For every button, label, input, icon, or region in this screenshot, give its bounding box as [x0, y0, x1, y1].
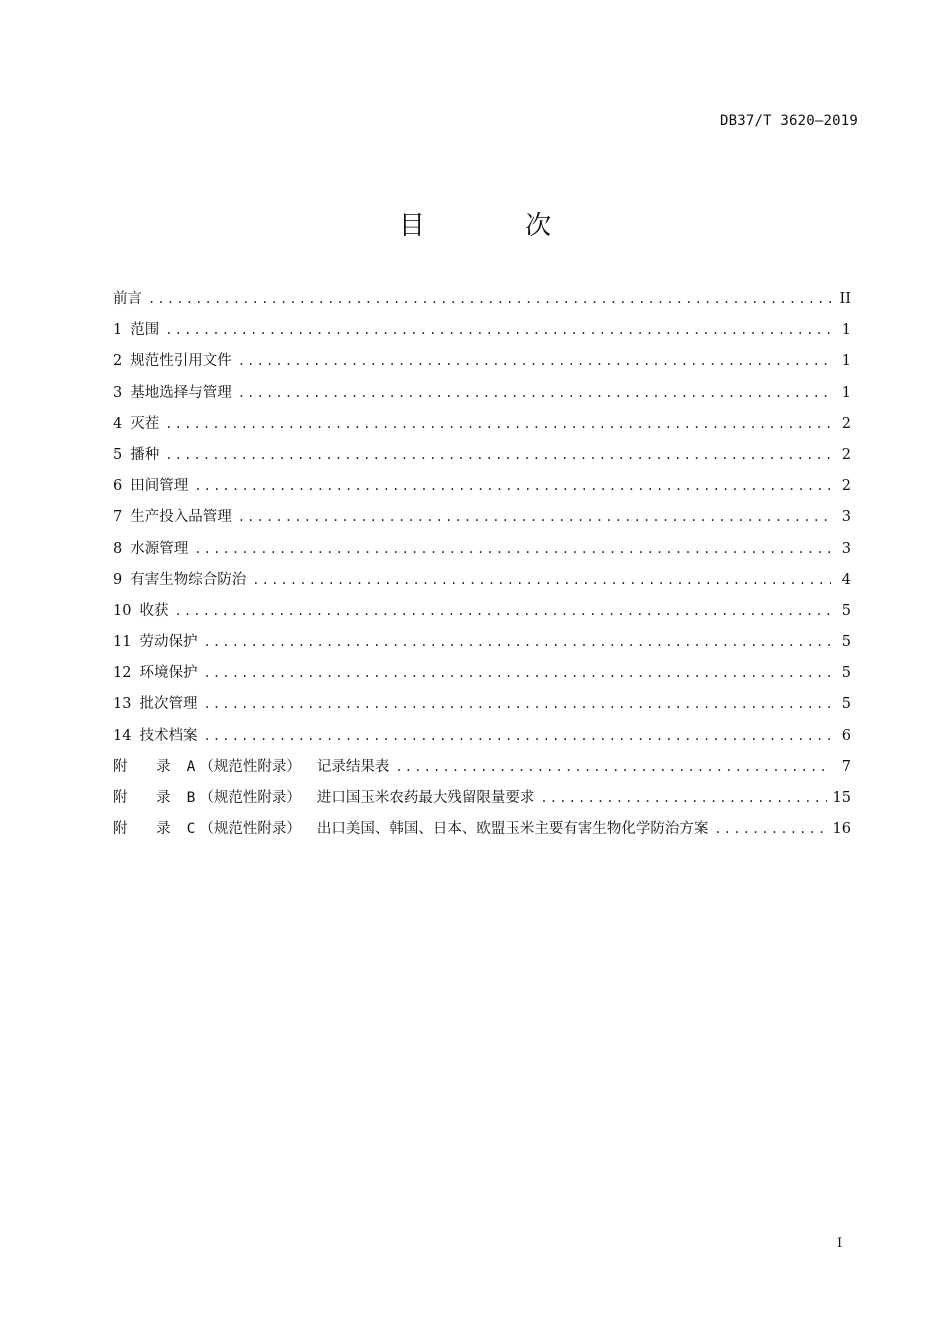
toc-entry-number: 14 [113, 727, 132, 744]
toc-entry-number: 1 [113, 322, 123, 339]
toc-entry-label: 生产投入品管理 [130, 509, 232, 526]
toc-leader-dots [238, 346, 831, 377]
toc-entry-10[interactable] [113, 596, 851, 627]
toc-leader-dots [395, 752, 831, 783]
annex-letter: A [186, 758, 196, 775]
toc-leader-dots [165, 315, 831, 346]
toc-entry-number: 12 [113, 665, 132, 682]
toc-annex-a[interactable] [113, 752, 851, 783]
toc-entry-page: 3 [841, 509, 851, 526]
toc-entry-label: 劳动保护 [139, 634, 198, 651]
page-number: I [837, 1236, 843, 1251]
annex-letter: B [186, 790, 196, 806]
toc-leader-dots [165, 409, 831, 440]
toc-entry-label: 灭茬 [130, 415, 160, 432]
toc-entry-number: 13 [113, 696, 132, 713]
toc-leader-dots [194, 534, 831, 565]
annex-prefix: 附 录 [113, 821, 183, 838]
toc-entry-14[interactable] [113, 721, 851, 752]
toc-entry-number: 6 [113, 478, 123, 495]
toc-entry-5[interactable] [113, 440, 851, 471]
toc-leader-dots [714, 814, 826, 845]
toc-entry-page: 5 [841, 665, 851, 682]
toc-annex-b[interactable] [113, 783, 851, 814]
toc-entry-7[interactable] [113, 502, 851, 533]
toc-entry-2[interactable] [113, 346, 851, 377]
toc-entry-foreword[interactable] [113, 284, 851, 315]
toc-entry-label: 记录结果表 [316, 758, 390, 775]
toc-entry-3[interactable] [113, 378, 851, 409]
toc-entry-6[interactable] [113, 471, 851, 502]
toc-entry-label: 批次管理 [139, 696, 198, 713]
toc-entry-number: 9 [113, 571, 123, 588]
toc-leader-dots [203, 721, 831, 752]
annex-type: （规范性附录） [199, 758, 301, 775]
toc-entry-page: 2 [841, 446, 851, 463]
toc-entry-number: 11 [113, 634, 132, 651]
toc-leader-dots [238, 502, 831, 533]
toc-entry-label: 技术档案 [139, 727, 198, 744]
toc-leader-dots [238, 378, 831, 409]
toc-entry-number: 7 [113, 509, 123, 526]
toc-entry-label: 有害生物综合防治 [130, 571, 247, 588]
toc-entry-page: 6 [841, 727, 851, 744]
toc-entry-number: 8 [113, 540, 123, 557]
annex-type: （规范性附录） [199, 821, 301, 838]
toc-entry-label: 规范性引用文件 [130, 353, 232, 370]
toc-leader-dots [203, 658, 831, 689]
toc-entry-13[interactable] [113, 689, 851, 720]
toc-entry-page: 1 [841, 353, 851, 370]
toc-entry-label: 水源管理 [130, 540, 189, 557]
toc-entry-label: 播种 [130, 446, 160, 463]
toc-leader-dots [203, 627, 831, 658]
annex-prefix: 附 录 [113, 758, 183, 775]
toc-entry-page: 7 [841, 758, 851, 775]
toc-entry-label: 田间管理 [130, 478, 189, 495]
toc-entry-page: 15 [832, 790, 851, 806]
toc-entry-number: 5 [113, 446, 123, 463]
toc-entry-12[interactable] [113, 658, 851, 689]
table-of-contents [113, 284, 851, 845]
toc-entry-11[interactable] [113, 627, 851, 658]
toc-entry-page: 4 [841, 571, 851, 588]
toc-entry-page: 16 [832, 821, 851, 838]
toc-leader-dots [540, 783, 826, 814]
toc-entry-number: 2 [113, 353, 123, 370]
toc-entry-label: 范围 [130, 322, 160, 339]
toc-entry-label: 环境保护 [139, 665, 198, 682]
toc-leader-dots [174, 596, 831, 627]
toc-entry-page: II [839, 291, 851, 307]
toc-entry-label: 进口国玉米农药最大残留限量要求 [316, 790, 535, 806]
toc-entry-number: 10 [113, 602, 132, 619]
toc-annex-c[interactable] [113, 814, 851, 845]
toc-entry-label: 出口美国、韩国、日本、欧盟玉米主要有害生物化学防治方案 [316, 821, 709, 838]
document-code: DB37/T 3620—2019 [719, 113, 858, 129]
toc-entry-page: 3 [841, 540, 851, 557]
toc-leader-dots [194, 471, 831, 502]
toc-entry-page: 2 [841, 415, 851, 432]
toc-entry-4[interactable] [113, 409, 851, 440]
page-title: 目 次 [398, 211, 598, 241]
toc-entry-page: 5 [841, 602, 851, 619]
toc-entry-label: 收获 [139, 602, 169, 619]
toc-entry-page: 1 [841, 384, 851, 401]
toc-entry-page: 5 [841, 634, 851, 651]
toc-entry-8[interactable] [113, 534, 851, 565]
toc-leader-dots [252, 565, 831, 596]
annex-prefix: 附 录 [113, 790, 183, 806]
annex-type: （规范性附录） [199, 790, 301, 806]
annex-letter: C [186, 821, 196, 838]
toc-entry-label: 前言 [113, 291, 142, 307]
toc-entry-9[interactable] [113, 565, 851, 596]
toc-entry-number: 4 [113, 415, 123, 432]
toc-leader-dots [148, 284, 831, 315]
toc-leader-dots [203, 689, 831, 720]
toc-entry-label: 基地选择与管理 [130, 384, 232, 401]
toc-entry-1[interactable] [113, 315, 851, 346]
toc-entry-page: 2 [841, 478, 851, 495]
toc-entry-page: 1 [841, 322, 851, 339]
toc-leader-dots [165, 440, 831, 471]
toc-entry-number: 3 [113, 384, 123, 401]
toc-entry-page: 5 [841, 696, 851, 713]
